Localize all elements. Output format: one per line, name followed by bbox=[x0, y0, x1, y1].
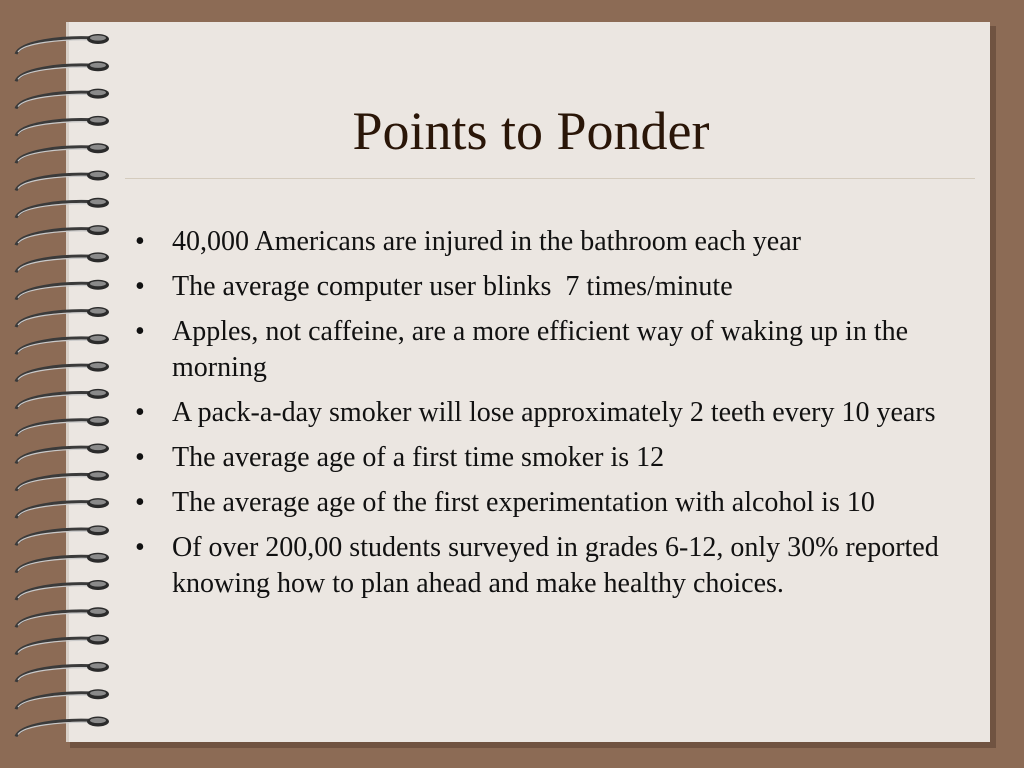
bullet-icon: • bbox=[135, 532, 145, 563]
bullet-text: Of over 200,00 students surveyed in grades 6-12, only 30% reported knowing how to plan ahead and make healthy choices. bbox=[172, 532, 939, 599]
bullet-text: Apples, not caffeine, are a more efficient way of waking up in the morning bbox=[172, 316, 909, 383]
list-item bbox=[129, 314, 969, 386]
bullet-text: A pack-a-day smoker will lose approximately 2 teeth every 10 years bbox=[172, 397, 936, 428]
slide-title: Points to Ponder bbox=[352, 101, 710, 161]
list-item bbox=[129, 530, 969, 602]
bullet-icon: • bbox=[135, 271, 145, 302]
bullet-icon: • bbox=[135, 397, 145, 428]
bullet-icon: • bbox=[135, 226, 145, 257]
notebook-page bbox=[66, 22, 990, 742]
bullet-text: 40,000 Americans are injured in the bathroom each year bbox=[172, 226, 801, 257]
bullet-text: The average age of a first time smoker is 12 bbox=[172, 442, 665, 473]
list-item bbox=[129, 395, 969, 431]
list-item bbox=[129, 485, 969, 521]
list-item bbox=[129, 269, 969, 305]
bullet-icon: • bbox=[135, 442, 145, 473]
bullet-list bbox=[129, 224, 969, 611]
bullet-icon: • bbox=[135, 316, 145, 347]
list-item bbox=[129, 224, 969, 260]
bullet-text: The average computer user blinks 7 times/minute bbox=[172, 271, 733, 302]
bullet-text: The average age of the first experimentation with alcohol is 10 bbox=[172, 487, 875, 518]
bullet-icon: • bbox=[135, 487, 145, 518]
list-item bbox=[129, 440, 969, 476]
title-divider bbox=[125, 178, 975, 179]
